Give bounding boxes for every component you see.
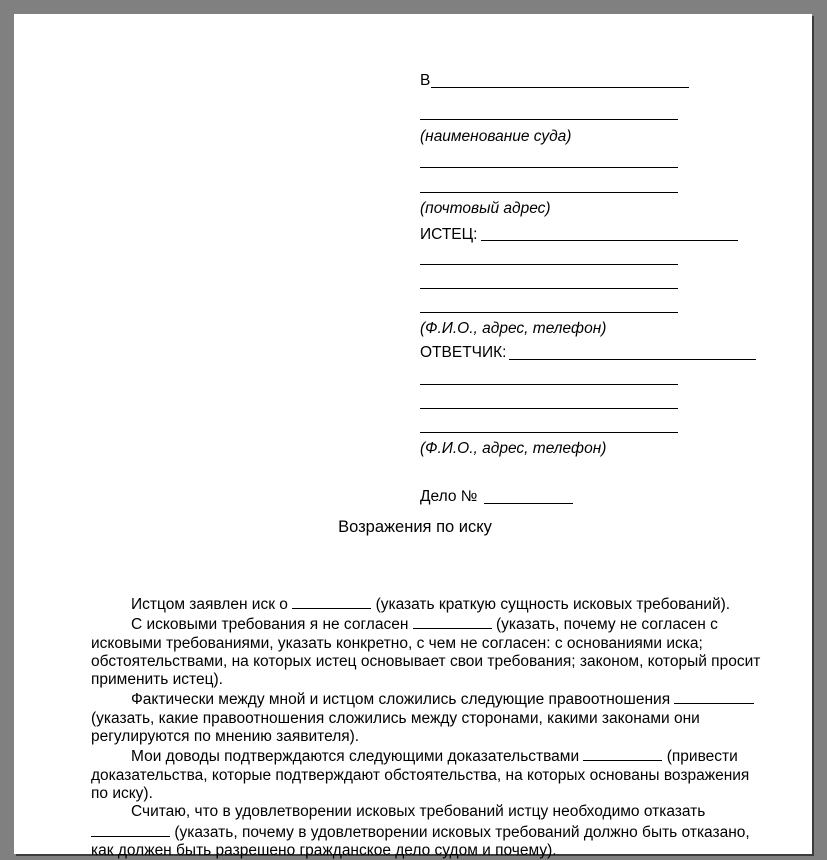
paragraph-4 (91, 746, 767, 803)
plaintiff-line-2 (420, 264, 678, 265)
address-line-1 (420, 167, 678, 168)
case-label: Дело № (420, 488, 478, 505)
p2-blank (413, 614, 492, 629)
plaintiff-line-1 (481, 240, 738, 241)
p5-text-after: (указать, почему в удовлетворении исковых требований должно быть отказано, как должен быть разрешено гражданское дело судом и почему). (91, 823, 750, 859)
plaintiff-caption: (Ф.И.О., адрес, телефон) (420, 320, 607, 337)
p2-text-after: (указать, почему не согласен с исковыми требованиями, указать конкретно, с чем не согласен: с основаниями иска; обстоятельствами, на которых истец основывает свои требования; законом, который просит применить истец). (91, 616, 761, 689)
document-title: Возражения по иску (338, 518, 492, 536)
court-prefix: В (420, 72, 431, 89)
p2-text-before: С исковыми требования я не согласен (131, 616, 409, 634)
p4-blank (583, 746, 662, 761)
defendant-line-2 (420, 384, 678, 385)
address-line-2 (420, 192, 678, 193)
defendant-label: ОТВЕТЧИК: (420, 344, 507, 361)
p3-text-after: (указать, какие правоотношения сложились между сторонами, какими законами они регулируются по мнению заявителя). (91, 709, 700, 746)
p1-blank (292, 594, 371, 609)
p3-text-before: Фактически между мной и истцом сложились следующие правоотношения (131, 691, 671, 709)
defendant-line-4 (420, 432, 678, 433)
defendant-caption: (Ф.И.О., адрес, телефон) (420, 440, 607, 457)
p5-blank (91, 822, 170, 837)
address-caption: (почтовый адрес) (420, 200, 551, 217)
paragraph-2 (91, 614, 767, 689)
plaintiff-label: ИСТЕЦ: (420, 226, 478, 243)
plaintiff-line-4 (420, 312, 678, 313)
paragraph-1 (91, 594, 767, 614)
p4-text-after: (привести доказательства, которые подтверждают обстоятельства, на которых основаны возражения по иску). (91, 748, 750, 802)
defendant-line-1 (509, 359, 756, 360)
document-body (91, 594, 767, 860)
court-line-2 (420, 119, 678, 120)
defendant-line-3 (420, 408, 678, 409)
case-number-line (484, 503, 573, 504)
court-line-1 (431, 87, 689, 88)
p3-blank (674, 689, 754, 704)
p4-text-before: Мои доводы подтверждаются следующими доказательствами (131, 748, 580, 766)
plaintiff-line-3 (420, 288, 678, 289)
p1-text-after: (указать краткую сущность исковых требований). (375, 596, 731, 613)
p1-text-before: Истцом заявлен иск о (131, 596, 288, 613)
paragraph-5 (91, 803, 767, 860)
paragraph-3 (91, 689, 767, 746)
court-caption: (наименование суда) (420, 128, 572, 145)
p5-text-before: Считаю, что в удовлетворении исковых требований истцу необходимо отказать (131, 803, 706, 821)
